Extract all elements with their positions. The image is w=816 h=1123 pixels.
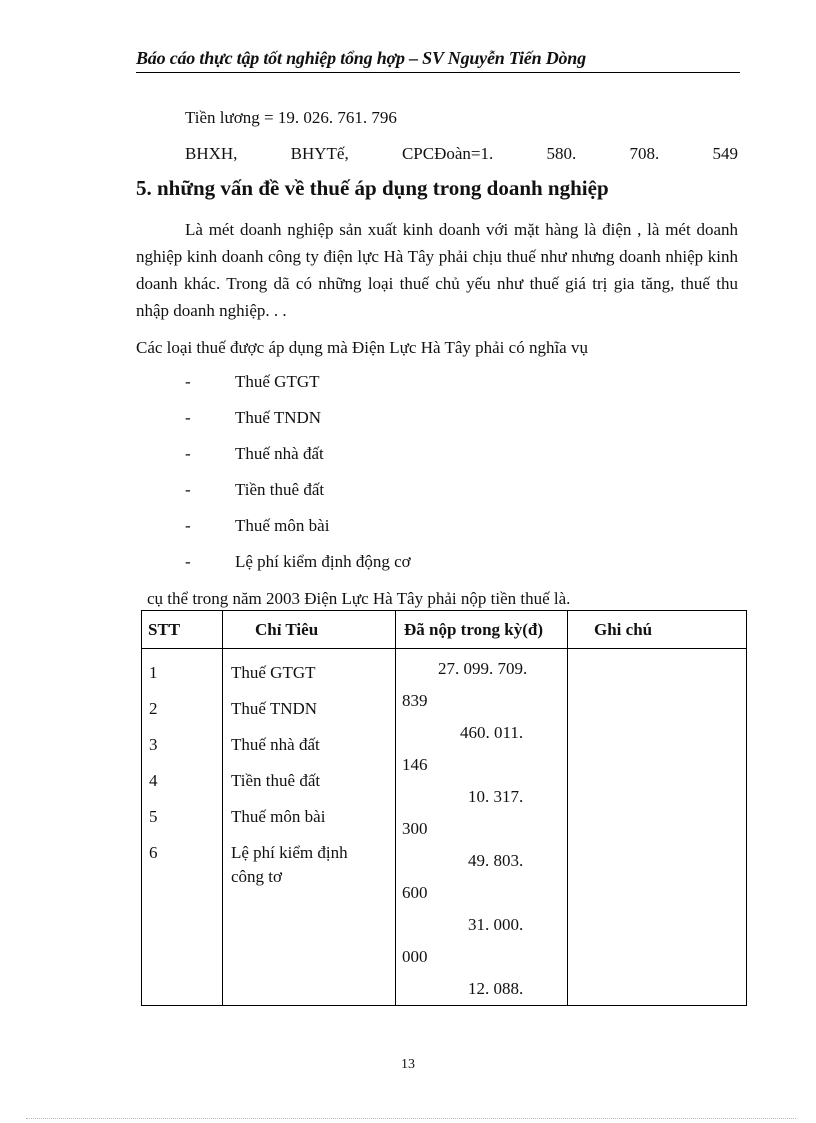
body-paragraph: Là mét doanh nghiệp sản xuất kinh doanh với mặt hàng là điện , là mét doanh nghiệp kinh doanh công ty điện lực Hà Tây phải chịu thuế như nhưng doanh nhiệp kinh doanh khác. Trong dã có những loại thuế chủ yếu như thuế giá trị gia tăng, thuế thu nhập doanh nghiệp. . . <box>136 220 738 320</box>
list-item: Tiền thuê đất <box>235 480 325 499</box>
amount-line: 000 <box>402 947 428 966</box>
list-item: Thuế nhà đất <box>235 444 324 463</box>
amount-line: 12. 088. <box>468 979 524 998</box>
amount-line: 460. 011. <box>460 723 524 742</box>
table-intro: cụ thể trong năm 2003 Điện Lực Hà Tây phải nộp tiền thuế là. <box>147 589 571 608</box>
insurance-part: 580. <box>546 144 577 163</box>
stt-value: 1 <box>149 663 158 682</box>
header-note: Ghi chú <box>568 611 747 649</box>
list-dash: - <box>185 372 191 391</box>
amount-line: 31. 000. <box>468 915 524 934</box>
insurance-line <box>185 144 738 164</box>
insurance-part: 549 <box>712 144 738 163</box>
section-heading: 5. những vấn đề về thuế áp dụng trong doanh nghiệp <box>136 176 609 200</box>
insurance-part: BHYTế, <box>290 144 349 163</box>
header-paid: Đã nộp trong kỳ(đ) <box>396 611 568 649</box>
list-dash: - <box>185 552 191 571</box>
list-dash: - <box>185 516 191 535</box>
stt-value: 2 <box>149 699 158 718</box>
page-number: 13 <box>401 1057 415 1072</box>
amount-line: 27. 099. 709. <box>438 659 528 678</box>
insurance-part: CPCĐoàn=1. <box>401 144 494 163</box>
amount-line: 600 <box>402 883 428 902</box>
stt-value: 6 <box>149 843 158 862</box>
list-item: Thuế môn bài <box>235 516 330 535</box>
item-value: công tơ <box>231 867 283 886</box>
amount-cell <box>396 649 568 1006</box>
list-dash: - <box>185 444 191 463</box>
tax-table <box>141 610 747 1006</box>
table-row <box>142 649 747 1006</box>
amount-line: 300 <box>402 819 428 838</box>
list-dash: - <box>185 408 191 427</box>
insurance-part: BHXH, <box>185 144 238 163</box>
note-cell <box>568 649 747 1006</box>
amount-line: 146 <box>402 755 428 774</box>
stt-value: 3 <box>149 735 158 754</box>
item-value: Tiền thuê đất <box>231 771 321 790</box>
stt-cell <box>142 649 223 1006</box>
item-value: Thuế môn bài <box>231 807 326 826</box>
list-item: Thuế TNDN <box>235 408 322 427</box>
amount-line: 49. 803. <box>468 851 524 870</box>
stt-value: 4 <box>149 771 158 790</box>
header-item: Chỉ Tiêu <box>223 611 396 649</box>
tax-intro: Các loại thuế được áp dụng mà Điện Lực Hà Tây phải có nghĩa vụ <box>136 338 588 357</box>
insurance-part: 708. <box>629 144 660 163</box>
item-value: Thuế TNDN <box>231 699 318 718</box>
list-dash: - <box>185 480 191 499</box>
item-value: Thuế nhà đất <box>231 735 320 754</box>
page-header: Báo cáo thực tập tốt nghiệp tổng hợp – SV Nguyễn Tiến Dòng <box>136 48 740 73</box>
item-value: Lệ phí kiểm định <box>231 843 348 862</box>
list-item: Lệ phí kiểm định động cơ <box>235 552 411 571</box>
table-header-row <box>142 611 747 649</box>
amount-line: 10. 317. <box>468 787 524 806</box>
header-stt: STT <box>142 611 223 649</box>
item-value: Thuế GTGT <box>231 663 316 682</box>
amount-line: 839 <box>402 691 428 710</box>
item-cell <box>223 649 396 1006</box>
salary-line: Tiền lương = 19. 026. 761. 796 <box>185 108 397 127</box>
list-item: Thuế GTGT <box>235 372 320 391</box>
stt-value: 5 <box>149 807 158 826</box>
page-border <box>26 1118 796 1119</box>
